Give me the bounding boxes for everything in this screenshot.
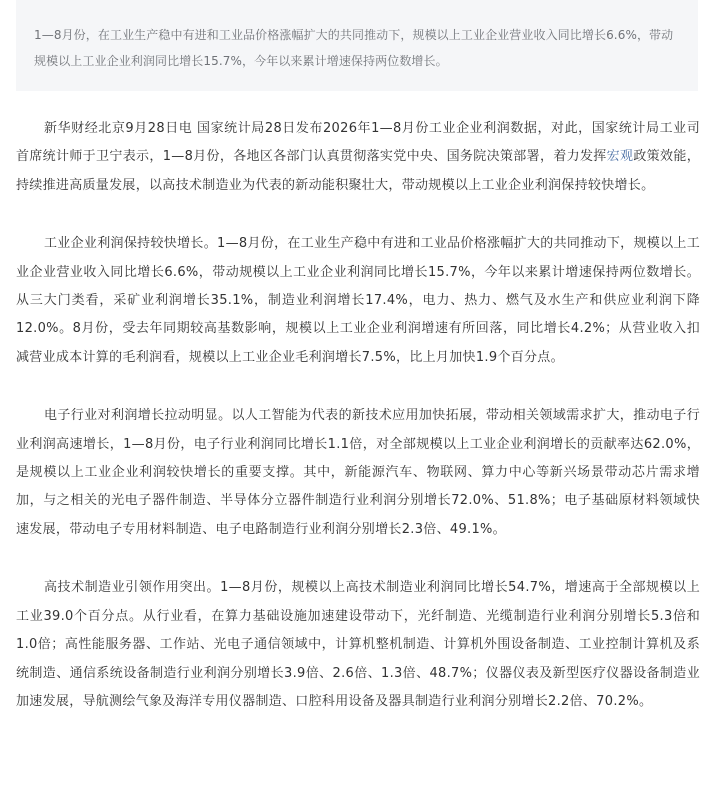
- article-paragraph-4: 高技术制造业引领作用突出。1—8月份，规模以上高技术制造业利润同比增长54.7%，增速高于全部规模以上工业39.0个百分点。从行业看，在算力基础设施加速建设带动下，光纤制造、光缆制造行业利润分别增长5.3倍和1.0倍；高性能服务器、工作站、光电子通信领域中，计算机整机制造、计算机外围设备制造、工业控制计算机及系统制造、通信系统设备制造行业利润分别增长3.9倍、2.6倍、1.3倍、48.7%；仪器仪表及新型医疗仪器设备制造业加速发展，导航测绘气象及海洋专用仪器制造、口腔科用设备及器具制造行业利润分别增长2.2倍、70.2%。: [16, 580, 700, 709]
- article-summary-box: [16, 0, 698, 91]
- article-paragraph-2: 工业企业利润保持较快增长。1—8月份，在工业生产稳中有进和工业品价格涨幅扩大的共同推动下，规模以上工业企业营业收入同比增长6.6%，带动规模以上工业企业利润同比增长15.7%，今年以来累计增速保持两位数增长。从三大门类看，采矿业利润增长35.1%，制造业利润增长17.4%，电力、热力、燃气及水生产和供应业利润下降12.0%。8月份，受去年同期较高基数影响，规模以上工业企业利润增速有所回落，同比增长4.2%；从营业收入扣减营业成本计算的毛利润看，规模以上工业企业毛利润增长7.5%，比上月加快1.9个百分点。: [16, 236, 700, 365]
- macro-keyword-link[interactable]: 宏观: [606, 149, 634, 165]
- article-paragraph-1: [16, 115, 700, 200]
- paragraph-1-text-a: 新华财经北京9月28日电 国家统计局28日发布2026年1—8月份工业企业利润数据，对此，国家统计局工业司首席统计师于卫宁表示，1—8月份，各地区各部门认真贯彻落实党中央、国务院决策部署，着力发挥: [16, 121, 700, 165]
- article-body: [16, 115, 700, 746]
- article-paragraph-3: 电子行业对利润增长拉动明显。以人工智能为代表的新技术应用加快拓展，带动相关领域需求扩大，推动电子行业利润高速增长，1—8月份，电子行业利润同比增长1.1倍，对全部规模以上工业企业利润增长的贡献率达62.0%，是规模以上工业企业利润较快增长的重要支撑。其中，新能源汽车、物联网、算力中心等新兴场景带动芯片需求增加，与之相关的光电子器件制造、半导体分立器件制造行业利润分别增长72.0%、51.8%；电子基础原材料领域快速发展，带动电子专用材料制造、电子电路制造行业利润分别增长2.3倍、49.1%。: [16, 408, 700, 537]
- article-summary: 1—8月份，在工业生产稳中有进和工业品价格涨幅扩大的共同推动下，规模以上工业企业营业收入同比增长6.6%，带动规模以上工业企业利润同比增长15.7%，今年以来累计增速保持两位数增长。: [34, 28, 674, 68]
- paragraph-1-text-b: 政策效能，持续推进高质量发展，以高技术制造业为代表的新动能积聚壮大，带动规模以上工业企业利润保持较快增长。: [16, 149, 700, 193]
